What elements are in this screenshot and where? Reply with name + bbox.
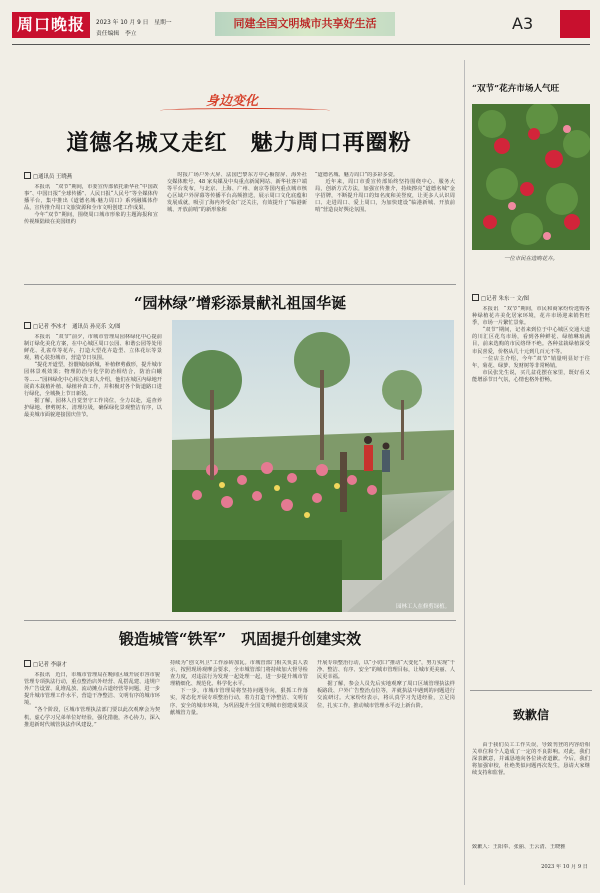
page-number: A3 xyxy=(512,14,534,33)
enforcement-col-1: 本报讯 近日，市城市管理局在晚间区域开展市容市貌管理专项执法行动，重点整治店外经营、乱搭乱建、违规户外广告设置、乱堆乱放、流动摊点占道经营等问题，进一步提升城市管理工作水平，营造干净整洁、文明有序的城市环境。 “各个阶段，区城市管理执法部门要以此次观摩会为契机，虚心学习兄弟单位好经验，强化措施，齐心协力，深入推进新时代城管执法作风建设。” xyxy=(24,672,160,728)
masthead-banner: 同建全国文明城市共享好生活 xyxy=(215,12,395,36)
masthead xyxy=(0,0,600,60)
divider-sidebar xyxy=(470,690,592,691)
garden-photo-caption: 园林工人在修剪绿植。 xyxy=(396,604,450,610)
divider-garden xyxy=(24,620,456,621)
masthead-editor: 责任编辑 李立 xyxy=(96,31,137,37)
lead-kicker-swoosh xyxy=(160,108,330,113)
masthead-logo: 周口晚报 xyxy=(12,12,90,38)
thanks-text: 由于我们员工工作失误，导致刊登的内容给相关单位和个人造成了一定的不良影响。对此，我们深表歉意，并诚恳地向各位读者道歉。今后，我们将加强审校，杜绝类似问题再次发生，恳请大家继续支持和监督。 xyxy=(472,742,590,777)
sidebar-separator xyxy=(464,60,465,885)
lead-byline: □通讯员 王晓燕 xyxy=(24,172,72,180)
masthead-date: 2023 年 10 月 9 日 星期一 xyxy=(96,20,172,26)
sidebar-photo xyxy=(472,104,590,250)
lead-col-1: 本报讯 “双节”期间，市委宣传部依托新华社“中国故事”、中国日报“全球传播”、人民日报“人民号”等全媒体传播平台，集中推出《道德名城·魅力周口》系列融媒体作品，宣传推介周口文旅资源和全市文明创建工作成果。 今年“双节”期间，围绕周口城市形象的主题海报和宣传视频陆续在美国纽约 xyxy=(24,184,158,226)
lead-headline: 道德名城又走红 魅力周口再圈粉 xyxy=(66,130,412,156)
sidebar-text: 本报讯 “双节”期间，市民和商家纷纷选购各种绿植花卉美化居家环境，花卉市场迎来销售旺季，市场一片繁忙景象。 “双节”期间，记者来到位于中心城区交通大道的川汇区花鸟市场，看到各种鲜花、绿植琳琅满目，前来选购的市民络绎不绝。各种盆栽绿植深受市民喜爱，价格从几十元到几百元不等。 一位店主介绍，今年“双节”销量明显好于往年，菊花、绿萝、发财树等非常畅销。 市民张先生说，买几盆花摆在家里，既好看又能增添节日气氛，心情也格外舒畅。 xyxy=(472,306,590,383)
page-tab-icon xyxy=(560,10,590,38)
garden-photo-scene xyxy=(172,320,454,612)
masthead-rule xyxy=(12,44,590,45)
lead-kicker: 身边变化 xyxy=(206,94,259,109)
thanks-title: 致歉信 xyxy=(512,708,549,722)
thanks-box xyxy=(470,694,592,884)
lead-col-2: 时报广场户外大屏、法国巴黎东方中心橱窗屏、海外社交媒体账号、48 家央媒及中央重点新闻网站、新华社客户端等平台发布，与北京、上海、广州、南京等国内重点城市核心区域户外屏幕等传播平台高频推送，展示周口文化底蕴和发展成就，吸引了海内外受众广泛关注，有效提升了“临港新城、开放前哨”的新形象和 xyxy=(167,172,307,214)
sidebar-photo-flowers xyxy=(472,104,590,250)
garden-headline: “园林绿”增彩添景献礼祖国华诞 xyxy=(133,294,347,312)
sidebar-title: “双节”花卉市场人气旺 xyxy=(472,84,560,94)
thanks-date: 2023 年 10 月 9 日 xyxy=(541,864,588,870)
enforcement-col-3: 开展专项整治行动，以“小切口”推动“大变化”，努力实现“干净、整洁、有序、安全”的城市管理目标，让城市更美丽、人民更幸福。 据了解，参会人员先后实地观摩了周口区域管理执法样板路段、户外广告整治点位等，并就执法中遇到的问题进行交流研讨。大家纷纷表示，将认真学习先进经验，立足岗位，扎实工作，推动城市管理水平迈上新台阶。 xyxy=(317,660,455,709)
garden-byline: □记者 李冰才 通讯员 孙亮乐 文/图 xyxy=(24,322,121,330)
garden-photo xyxy=(172,320,454,612)
lead-col-3: “道德名城、魅力周口”的多彩多姿。 近年来，周口市委宣传部始终坚持围绕中心、服务大局，创新方式方法，加强宣传推介，持续擦亮“道德名城”金字招牌，不断提升周口的知名度和美誉度，让更多人认识周口、走进周口、爱上周口，为加快建设“临港新城、开放前哨”营造良好舆论氛围。 xyxy=(315,172,455,214)
enforcement-headline: 锻造城管“铁军” 巩固提升创建实效 xyxy=(118,630,362,648)
sidebar-photo-caption: 一位市民在选购花卉。 xyxy=(504,256,558,262)
garden-text: 本报讯 “双节”前夕，市城市管理局园林绿化中心提前制订绿化美化方案，在中心城区周口公园、和谐公园等处用鲜花、孔雀草等花卉，打造大型花卉造型、立体花坛等景观，精心装扮城市，营造节日氛围。 “提花开道型，扮靓城南新城，补植修剪截形，提升城市园林景观效果；物理防治与化学防治相结合，防治白蛾等……”园林绿化中心相关负责人介绍，他们在城区内绿地开展苗木栽植补植、绿植补苗工作，并积极对各个街道路口进行绿化，全城换上节日新装。 据了解，园林人自觉坚守工作岗位，全力以赴，巡查养护绿地、修剪树木、清理垃圾，确保绿化景观整洁有序，以最美城市面貌迎接国庆佳节。 xyxy=(24,334,162,419)
divider-lead xyxy=(24,284,456,285)
thanks-sign: 致歉人：王阳奉、张丽、王云清、王晓雅 xyxy=(472,844,566,850)
enforcement-byline: □记者 李康才 xyxy=(24,660,67,668)
sidebar-byline: □记者 朱东一 文/图 xyxy=(472,294,529,302)
enforcement-col-2: 持续为“创文巩卫”工作添砖加瓦。市城管部门相关负责人表示，按照现场观摩会要求，全市城管部门将持续加大督导检查力度，对违法行为发现一起处理一起，进一步提升城市管理精细化、规范化、科学化水平。 下一步，市城市管理局将坚持问题导向，狠抓工作落实，常态化开展专项整治行动，着力打造干净整洁、文明有序、安全的城市环境，为巩固提升全国文明城市创建成果贡献城管力量。 xyxy=(170,660,308,716)
